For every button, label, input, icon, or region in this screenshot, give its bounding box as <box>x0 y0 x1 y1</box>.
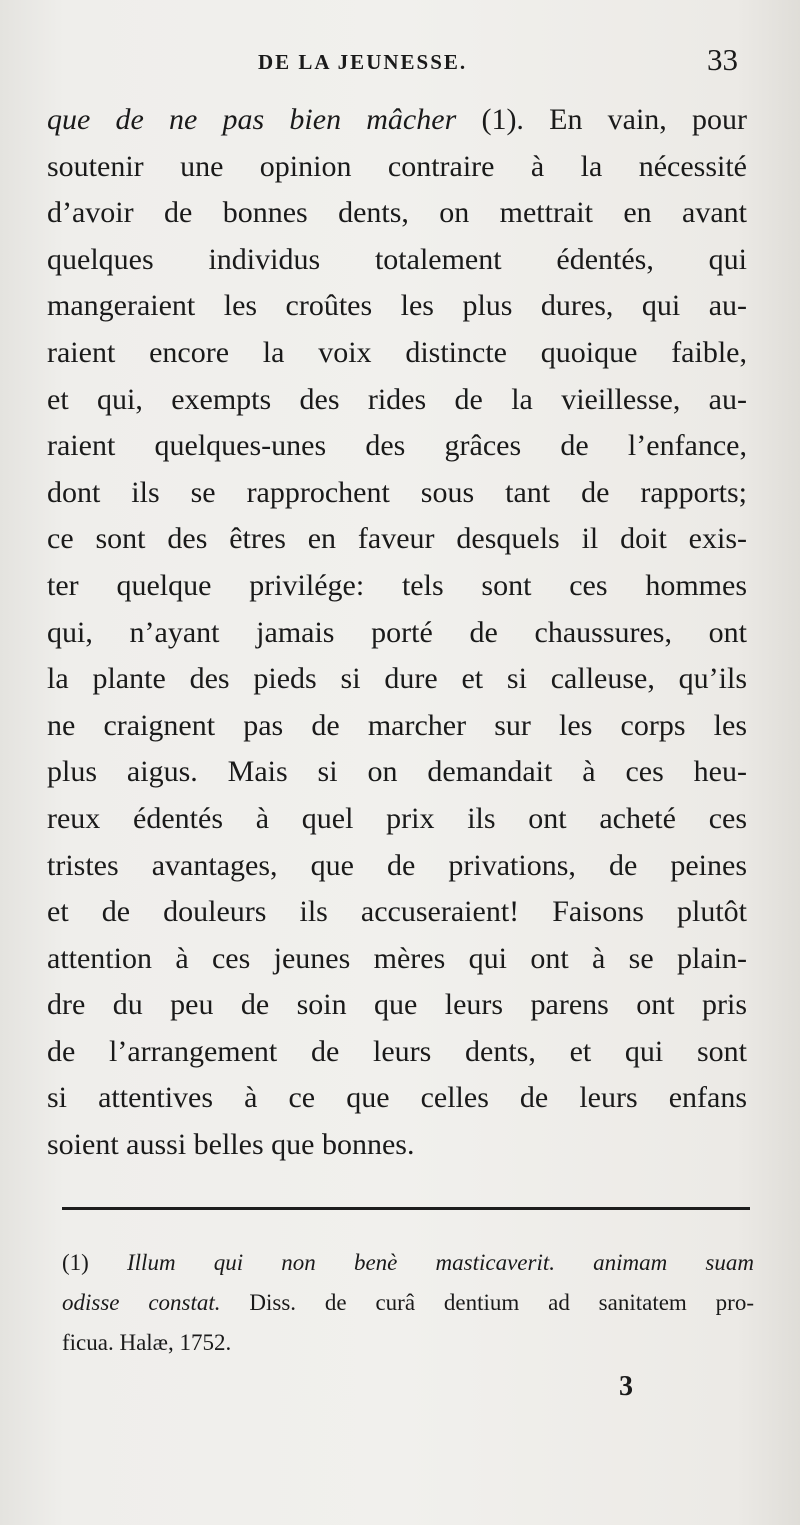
text-line: dre du peu de soin que leurs parens ont pris <box>47 988 747 1022</box>
text-line: raient quelques-unes des grâces de l’enfance, <box>47 429 747 463</box>
text-line: si attentives à ce que celles de leurs enfans <box>47 1081 747 1115</box>
text-line: plus aigus. Mais si on demandait à ces heu- <box>47 755 747 789</box>
signature-mark: 3 <box>619 1371 633 1402</box>
page-number: 33 <box>707 42 738 77</box>
text-line: d’avoir de bonnes dents, on mettrait en avant <box>47 196 747 230</box>
running-head <box>60 42 738 82</box>
footnote-marker: (1) <box>62 1250 127 1275</box>
footnote-line-2 <box>62 1283 754 1323</box>
footnote-line-3: ficua. Halæ, 1752. <box>62 1330 232 1355</box>
text-line: tristes avantages, que de privations, de peines <box>47 848 747 882</box>
footnote-rest-2: Diss. de curâ dentium ad sanitatem pro- <box>220 1290 754 1315</box>
text-line: ter quelque privilége: tels sont ces hommes <box>47 568 747 602</box>
text-line-1-rest: (1). En vain, pour <box>456 103 747 136</box>
text-line: ce sont des êtres en faveur desquels il doit exis- <box>47 522 747 556</box>
text-line: reux édentés à quel prix ils ont acheté ces <box>47 801 747 835</box>
text-line: dont ils se rapprochent sous tant de rapports; <box>47 475 747 509</box>
text-line: quelques individus totalement édentés, qui <box>47 242 747 276</box>
text-line: mangeraient les croûtes les plus dures, qui au- <box>47 289 747 323</box>
italic-phrase: que de ne pas bien mâcher <box>47 103 457 136</box>
text-line: attention à ces jeunes mères qui ont à se plain- <box>47 941 747 975</box>
text-line: soient aussi belles que bonnes. <box>47 1128 415 1162</box>
footnote-rule <box>62 1207 750 1210</box>
text-line: raient encore la voix distincte quoique faible, <box>47 335 747 369</box>
text-line-1 <box>47 97 747 144</box>
text-line: soutenir une opinion contraire à la nécessité <box>47 149 747 183</box>
text-line: ne craignent pas de marcher sur les corps les <box>47 708 747 742</box>
body-text <box>47 97 747 1169</box>
running-title: DE LA JEUNESSE. <box>258 50 468 74</box>
footnote-line-1 <box>62 1243 754 1283</box>
text-line: la plante des pieds si dure et si calleuse, qu’ils <box>47 662 747 696</box>
text-line: et qui, exempts des rides de la vieillesse, au- <box>47 382 747 416</box>
footnote-italic-1: Illum qui non benè masticaverit. animam suam <box>127 1250 754 1275</box>
footnote-italic-2: odisse constat. <box>62 1290 221 1315</box>
text-line: qui, n’ayant jamais porté de chaussures, ont <box>47 615 747 649</box>
text-line: de l’arrangement de leurs dents, et qui sont <box>47 1034 747 1068</box>
footnote <box>62 1243 754 1363</box>
text-line: et de douleurs ils accuseraient! Faisons plutôt <box>47 895 747 929</box>
